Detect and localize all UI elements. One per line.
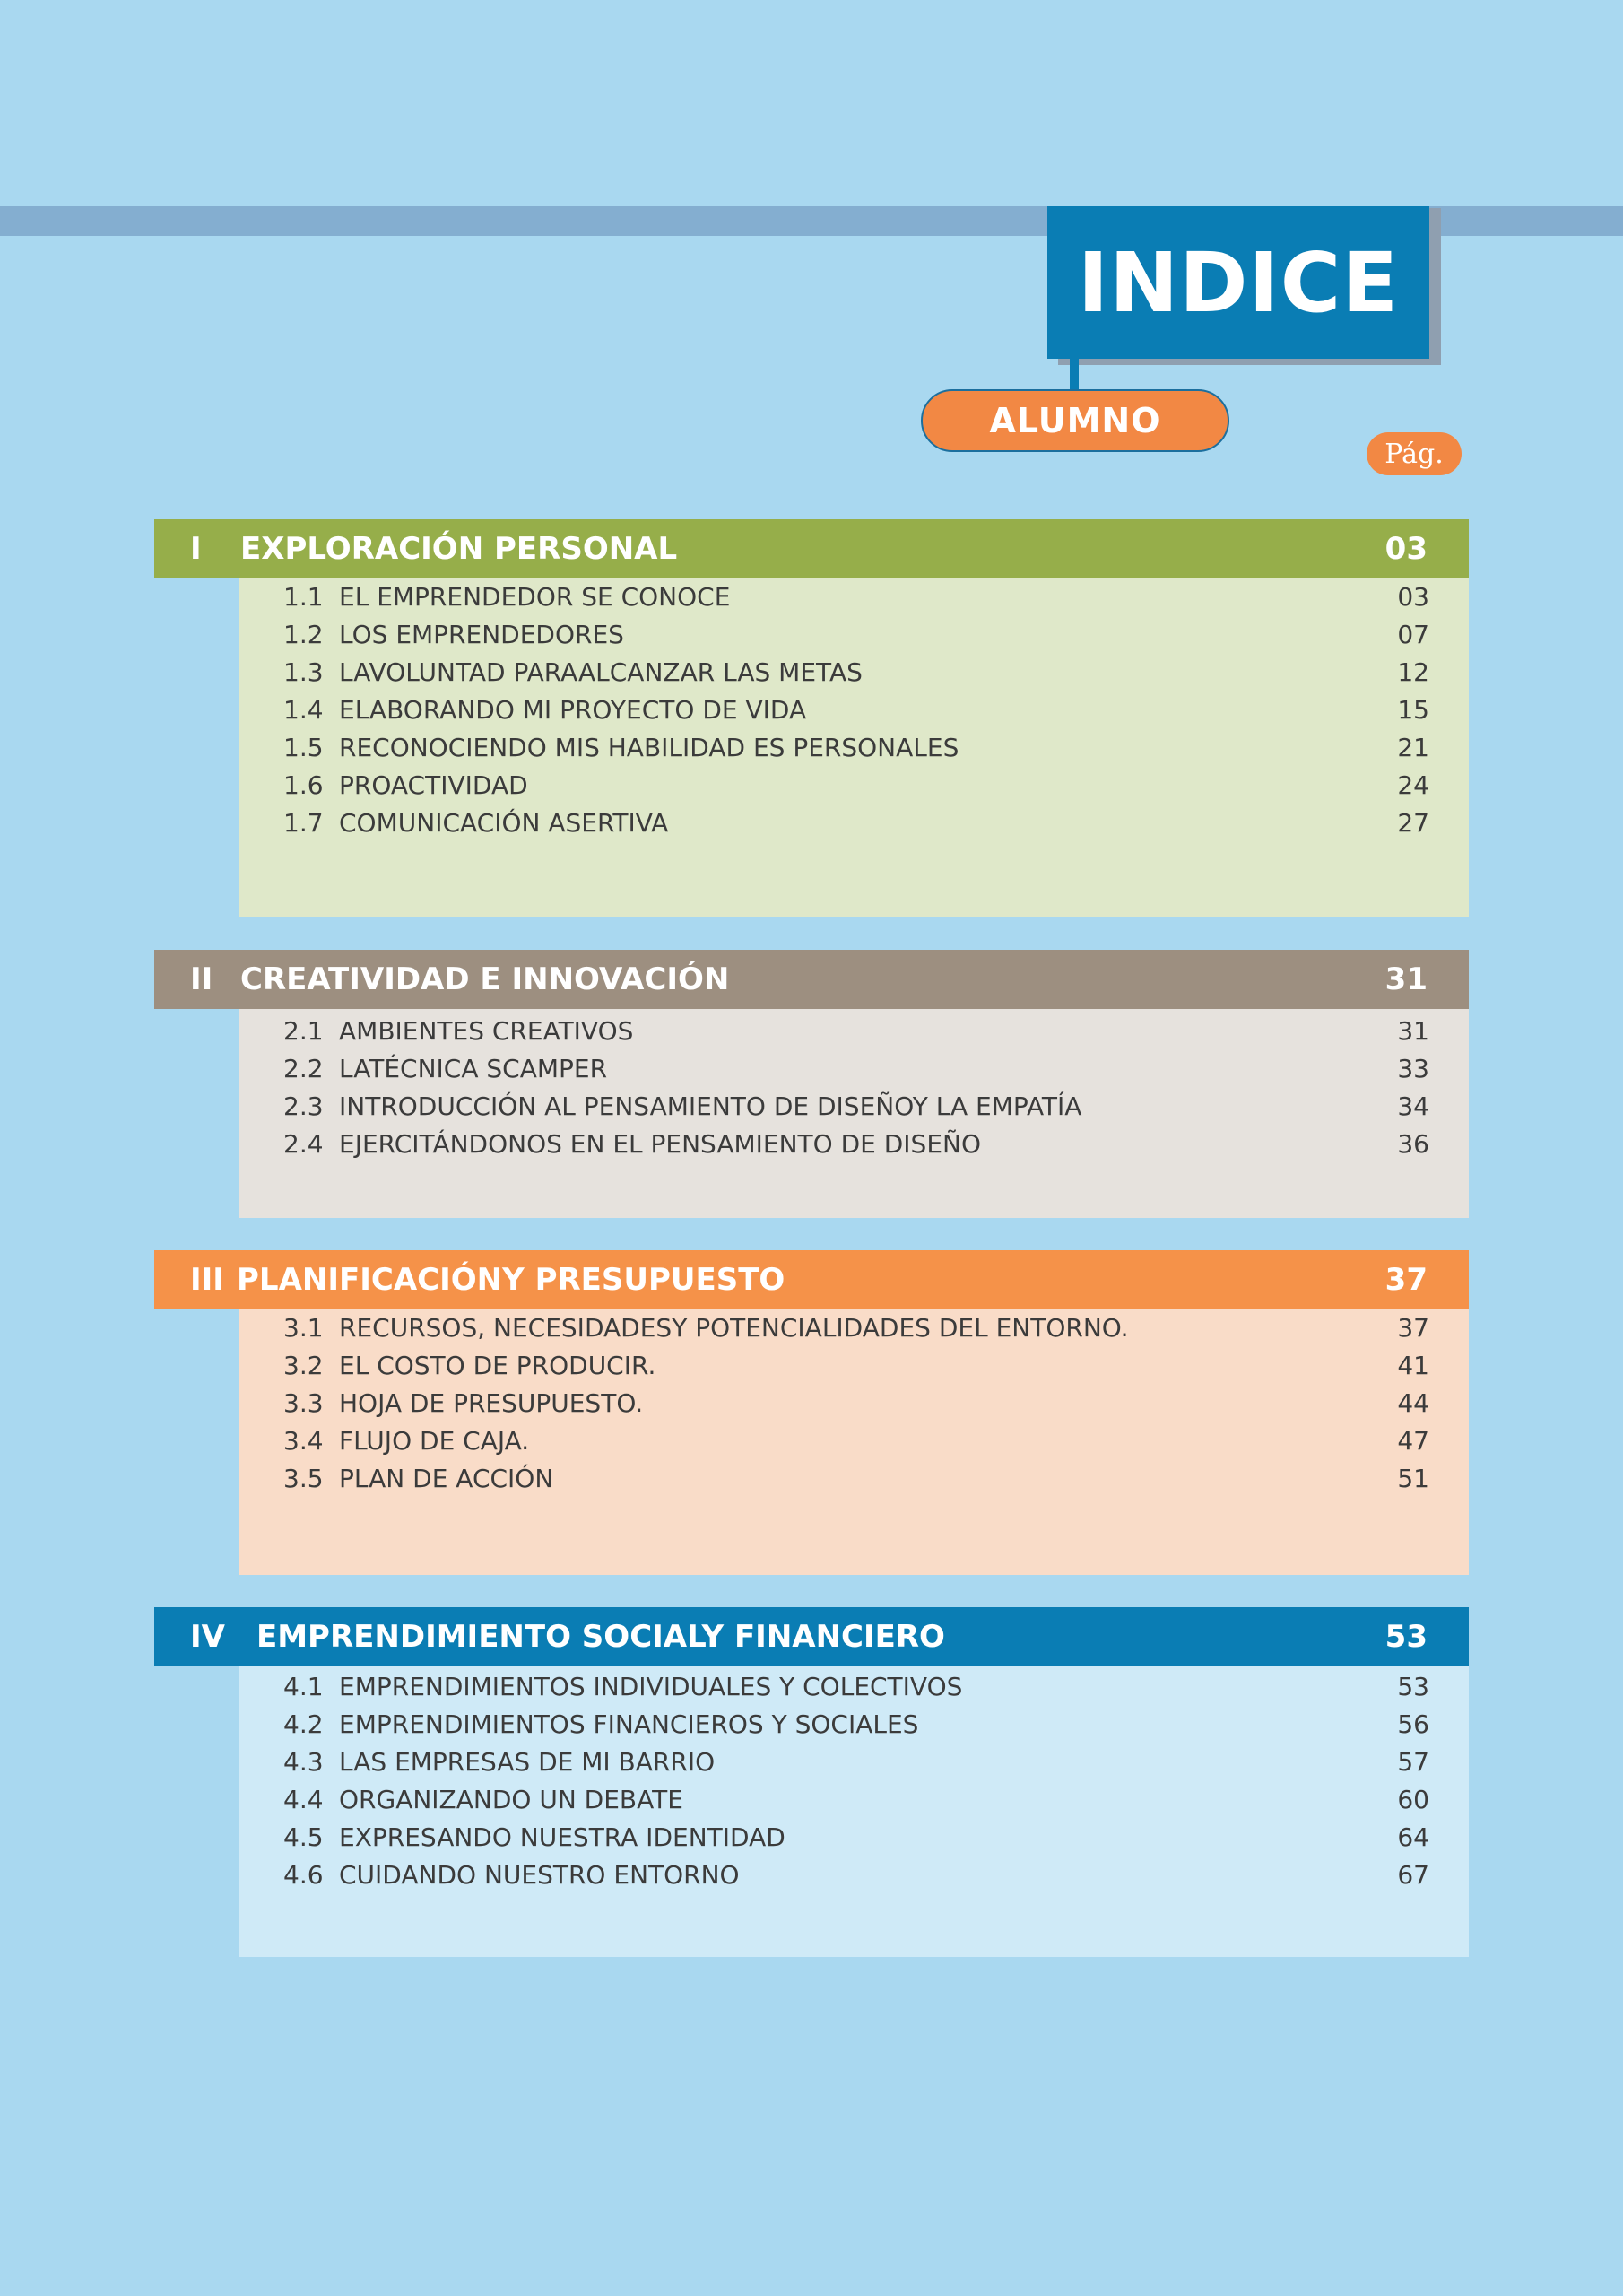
item-title: COMUNICACIÓN ASERTIVA: [339, 808, 669, 838]
item-title: LAS EMPRESAS DE MI BARRIO: [339, 1747, 716, 1777]
section-title: EXPLORACIÓN PERSONAL: [240, 531, 678, 567]
item-page: 31: [1397, 1016, 1429, 1046]
item-page: 37: [1397, 1313, 1429, 1343]
list-item: [239, 616, 1469, 654]
item-title: EL COSTO DE PRODUCIR.: [339, 1351, 656, 1380]
list-item: [239, 729, 1469, 767]
list-item: [239, 654, 1469, 691]
item-page: 47: [1397, 1426, 1429, 1456]
item-title: HOJA DE PRESUPUESTO.: [339, 1388, 644, 1418]
item-number: 2.3: [283, 1091, 324, 1121]
list-item: [239, 1088, 1469, 1126]
item-page: 03: [1397, 582, 1429, 612]
item-number: 2.4: [283, 1129, 324, 1159]
section-header: [154, 950, 1469, 1009]
list-item: [239, 1668, 1469, 1706]
list-item: [239, 1013, 1469, 1050]
item-title: LAVOLUNTAD PARAALCANZAR LAS METAS: [339, 657, 863, 687]
item-title: RECONOCIENDO MIS HABILIDAD ES PERSONALES: [339, 733, 959, 762]
list-item: [239, 1819, 1469, 1857]
page-column-label: Pág.: [1367, 432, 1462, 475]
item-title: LATÉCNICA SCAMPER: [339, 1054, 608, 1083]
item-page: 60: [1397, 1785, 1429, 1814]
item-number: 3.3: [283, 1388, 324, 1418]
list-item: [239, 1347, 1469, 1385]
item-number: 1.1: [283, 582, 324, 612]
item-title: INTRODUCCIÓN AL PENSAMIENTO DE DISEÑOY LA EMPATÍA: [339, 1091, 1082, 1121]
item-page: 53: [1397, 1672, 1429, 1701]
section-body: [239, 578, 1469, 917]
section-number: IV: [190, 1619, 225, 1655]
section-page: 37: [1384, 1262, 1428, 1298]
item-number: 2.2: [283, 1054, 324, 1083]
section-number: I: [190, 531, 202, 567]
item-page: 51: [1397, 1464, 1429, 1493]
item-number: 4.1: [283, 1672, 324, 1701]
section-number: III: [190, 1262, 224, 1298]
item-page: 27: [1397, 808, 1429, 838]
section-header: [154, 519, 1469, 578]
item-title: EMPRENDIMIENTOS INDIVIDUALES Y COLECTIVOS: [339, 1672, 963, 1701]
item-title: PLAN DE ACCIÓN: [339, 1464, 554, 1493]
item-page: 33: [1397, 1054, 1429, 1083]
item-title: EJERCITÁNDONOS EN EL PENSAMIENTO DE DISEÑO: [339, 1129, 982, 1159]
list-item: [239, 1050, 1469, 1088]
item-page: 07: [1397, 620, 1429, 649]
section-header: [154, 1607, 1469, 1666]
item-page: 15: [1397, 695, 1429, 725]
list-item: [239, 1309, 1469, 1347]
section-page: 53: [1384, 1619, 1428, 1655]
item-number: 1.3: [283, 657, 324, 687]
list-item: [239, 691, 1469, 729]
item-title: ELABORANDO MI PROYECTO DE VIDA: [339, 695, 807, 725]
section-title: PLANIFICACIÓNY PRESUPUESTO: [237, 1262, 785, 1298]
item-page: 36: [1397, 1129, 1429, 1159]
list-item: [239, 1422, 1469, 1460]
list-item: [239, 1857, 1469, 1894]
section-page: 31: [1384, 961, 1428, 997]
item-number: 1.6: [283, 770, 324, 800]
item-page: 67: [1397, 1860, 1429, 1890]
item-page: 34: [1397, 1091, 1429, 1121]
item-page: 41: [1397, 1351, 1429, 1380]
item-number: 4.5: [283, 1822, 324, 1852]
item-number: 3.2: [283, 1351, 324, 1380]
section-title: CREATIVIDAD E INNOVACIÓN: [240, 961, 730, 997]
subtitle-pill: ALUMNO: [921, 389, 1229, 452]
section-body: [239, 1309, 1469, 1575]
item-number: 1.5: [283, 733, 324, 762]
item-title: LOS EMPRENDEDORES: [339, 620, 624, 649]
item-title: EL EMPRENDEDOR SE CONOCE: [339, 582, 731, 612]
section-title: EMPRENDIMIENTO SOCIALY FINANCIERO: [256, 1619, 945, 1655]
item-title: PROACTIVIDAD: [339, 770, 528, 800]
item-title: ORGANIZANDO UN DEBATE: [339, 1785, 683, 1814]
item-page: 57: [1397, 1747, 1429, 1777]
section-page: 03: [1384, 531, 1428, 567]
item-number: 3.5: [283, 1464, 324, 1493]
list-item: [239, 1744, 1469, 1781]
item-page: 12: [1397, 657, 1429, 687]
list-item: [239, 767, 1469, 804]
list-item: [239, 1460, 1469, 1498]
item-title: RECURSOS, NECESIDADESY POTENCIALIDADES DEL ENTORNO.: [339, 1313, 1129, 1343]
item-title: AMBIENTES CREATIVOS: [339, 1016, 634, 1046]
list-item: [239, 1706, 1469, 1744]
section-header: [154, 1250, 1469, 1309]
item-number: 1.4: [283, 695, 324, 725]
item-page: 64: [1397, 1822, 1429, 1852]
list-item: [239, 804, 1469, 842]
list-item: [239, 1385, 1469, 1422]
list-item: [239, 1126, 1469, 1163]
item-number: 1.2: [283, 620, 324, 649]
list-item: [239, 578, 1469, 616]
page-title: INDICE: [1047, 206, 1429, 359]
item-number: 4.4: [283, 1785, 324, 1814]
item-number: 1.7: [283, 808, 324, 838]
title-connector: [1070, 357, 1079, 391]
item-title: EXPRESANDO NUESTRA IDENTIDAD: [339, 1822, 785, 1852]
item-number: 3.4: [283, 1426, 324, 1456]
item-number: 4.2: [283, 1709, 324, 1739]
item-title: FLUJO DE CAJA.: [339, 1426, 530, 1456]
item-title: EMPRENDIMIENTOS FINANCIEROS Y SOCIALES: [339, 1709, 919, 1739]
item-page: 44: [1397, 1388, 1429, 1418]
item-page: 21: [1397, 733, 1429, 762]
section-body: [239, 1666, 1469, 1957]
section-number: II: [190, 961, 213, 997]
item-page: 24: [1397, 770, 1429, 800]
item-number: 3.1: [283, 1313, 324, 1343]
item-number: 4.3: [283, 1747, 324, 1777]
item-title: CUIDANDO NUESTRO ENTORNO: [339, 1860, 740, 1890]
item-number: 4.6: [283, 1860, 324, 1890]
list-item: [239, 1781, 1469, 1819]
item-page: 56: [1397, 1709, 1429, 1739]
item-number: 2.1: [283, 1016, 324, 1046]
section-body: [239, 1009, 1469, 1218]
